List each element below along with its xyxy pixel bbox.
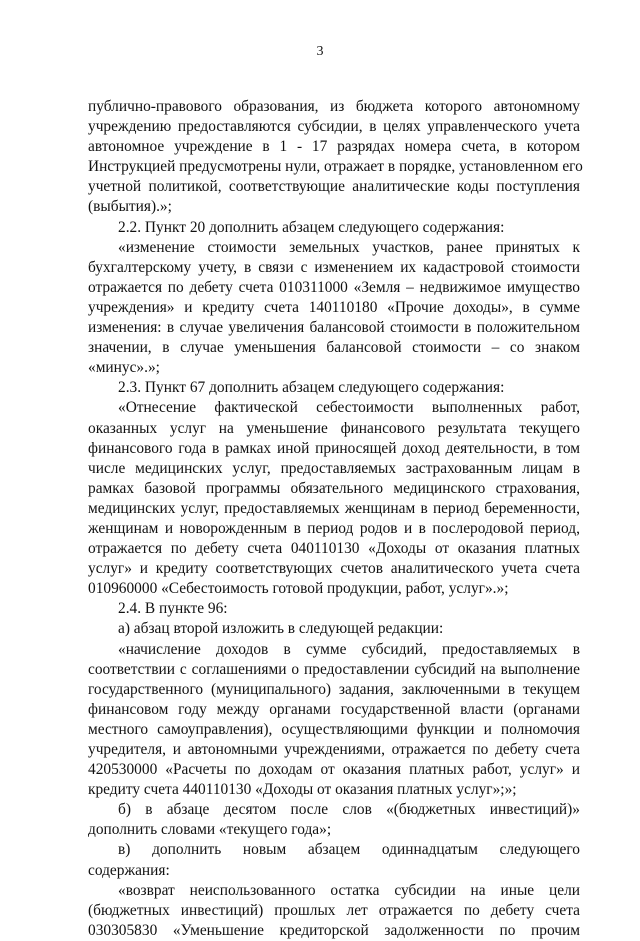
text-line: учредителя, и автономными учреждениями, отражается по дебету счета [88,741,580,758]
text-line: учреждению предоставляются субсидии, в целях управленческого учета [88,118,580,136]
text-line: числе медицинских услуг, предоставляемых застрахованным лицам в [88,459,580,477]
text-line: автономное учреждение в 1 - 17 разрядах номера счета, в котором [88,138,580,156]
page-number: 3 [316,44,324,59]
text-line: 2.3. Пункт 67 дополнить абзацем следующего содержания: [118,379,505,397]
text-line: (выбытия).»; [88,198,172,216]
text-line: «минус».»; [88,359,160,377]
text-line: местного самоуправления), осуществляющими функции и полномочия [88,720,580,738]
text-line: значении, в случае уменьшения балансовой стоимости – со знаком [88,339,580,357]
text-line: «изменение стоимости земельных участков, ранее принятых к [118,238,580,256]
text-line: финансовом году между органами государственной власти (органами [88,700,580,718]
text-line: «начисление доходов в сумме субсидий, предоставляемых в [118,640,580,658]
text-line: «Отнесение фактической себестоимости выполненных работ, [118,399,580,417]
text-line: государственного (муниципального) задания, заключенными в текущем [88,680,580,698]
text-line: а) абзац второй изложить в следующей редакции: [118,620,444,638]
text-line: оказанных услуг на уменьшение финансового результата текущего [88,419,580,437]
text-line: учреждения» и кредиту счета 140110180 «Прочие доходы», в сумме [88,298,580,316]
text-line: соответствии с соглашениями о предоставлении субсидий на выполнение [88,660,580,678]
text-line: учетной политикой, соответствующие аналитические коды поступления [88,178,580,196]
text-line: содержания: [88,861,170,879]
text-line: дополнить словами «текущего года»; [88,821,332,839]
document-body [88,97,583,941]
text-line: услуг» и кредиту соответствующих счетов аналитического учета счета [88,560,580,578]
text-line: отражается по дебету счета 010311000 «Земля – недвижимое имущество [88,278,580,296]
text-line: б) в абзаце десятом после слов «(бюджетных инвестиций)» [118,801,580,819]
text-line: публично-правового образования, из бюджета которого автономному [88,98,580,115]
text-line: Инструкцией предусмотрены нули, отражает в порядке, установленном его [88,158,583,176]
text-line: в) дополнить новым абзацем одиннадцатым следующего [118,841,580,859]
text-line: женщинам и новорожденным в период родов и в послеродовой период, [88,519,580,537]
text-line: рамках базовой программы обязательного медицинского страхования, [88,479,580,497]
text-line: 2.2. Пункт 20 дополнить абзацем следующего содержания: [118,218,505,236]
text-line: медицинских услуг, предоставляемых женщинам в период беременности, [88,499,580,517]
text-line: отражается по дебету счета 040110130 «Доходы от оказания платных [88,540,580,558]
text-line: 030305830 «Уменьшение кредиторской задолженности по прочим [88,921,580,939]
text-line: изменения: в случае увеличения балансовой стоимости в положительном [88,319,580,337]
text-line: бухгалтерскому учету, в связи с изменением их кадастровой стоимости [88,258,580,276]
text-line: финансового года в рамках иной приносящей доход деятельности, в том [88,439,580,457]
text-line: 420530000 «Расчеты по доходам от оказания платных работ, услуг» и [88,761,580,779]
text-line: кредиту счета 440110130 «Доходы от оказания платных услуг»;»; [88,781,517,799]
text-line: 010960000 «Себестоимость готовой продукции, работ, услуг».»; [88,580,509,598]
text-line: 2.4. В пункте 96: [118,600,228,618]
text-line: «возврат неиспользованного остатка субсидии на иные цели [118,881,580,899]
text-line: (бюджетных инвестиций) прошлых лет отражается по дебету счета [88,901,580,919]
